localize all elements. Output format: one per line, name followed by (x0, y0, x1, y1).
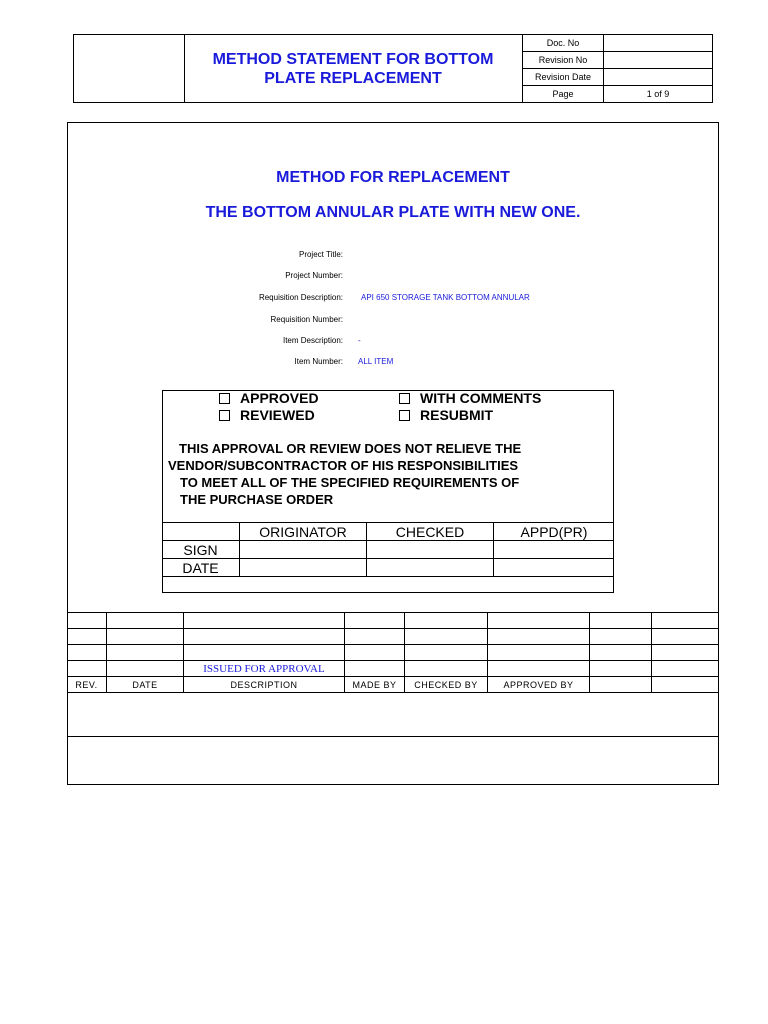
item-description-value: - (358, 336, 361, 345)
footer-divider (67, 736, 719, 737)
doc-no-label: Doc. No (523, 35, 604, 51)
table-row (67, 629, 719, 645)
resubmit-checkbox[interactable] (399, 410, 410, 421)
requisition-number-label: Requisition Number: (270, 315, 343, 324)
signature-table (162, 522, 614, 593)
doc-no-value (604, 35, 713, 51)
date-checked-cell[interactable] (367, 559, 494, 577)
made-by-header: MADE BY (345, 677, 405, 693)
approved-checkbox[interactable] (219, 393, 230, 404)
doc-info-table (522, 35, 712, 102)
item-number-value: ALL ITEM (358, 357, 394, 366)
appd-header: APPD(PR) (494, 523, 615, 541)
approved-option[interactable] (219, 390, 319, 406)
checked-header: CHECKED (367, 523, 494, 541)
requisition-description-label: Requisition Description: (258, 293, 343, 302)
signature-footer-row (162, 577, 614, 594)
approval-note-line-4: THE PURCHASE ORDER (180, 492, 334, 507)
checked-by-header: CHECKED BY (405, 677, 488, 693)
with-comments-checkbox[interactable] (399, 393, 410, 404)
description-header: DESCRIPTION (184, 677, 345, 693)
resubmit-option[interactable] (399, 407, 493, 423)
revision-header-row (67, 677, 719, 693)
revision-date-value (604, 68, 713, 85)
requisition-description-value: API 650 STORAGE TANK BOTTOM ANNULAR (361, 293, 530, 302)
document-title: METHOD STATEMENT FOR BOTTOM PLATE REPLACEMENT (184, 35, 523, 102)
revision-no-label: Revision No (523, 51, 604, 68)
reviewed-checkbox[interactable] (219, 410, 230, 421)
project-title-label: Project Title: (298, 250, 343, 259)
issued-for-approval: ISSUED FOR APPROVAL (184, 661, 345, 677)
item-description-label: Item Description: (282, 336, 343, 345)
sign-originator-cell[interactable] (240, 541, 367, 559)
page-label: Page (523, 86, 604, 103)
date-row-label: DATE (162, 559, 240, 577)
logo-area (74, 35, 185, 102)
date-originator-cell[interactable] (240, 559, 367, 577)
revision-table (67, 612, 719, 693)
table-row (67, 613, 719, 629)
approved-by-header: APPROVED BY (488, 677, 590, 693)
date-appd-cell[interactable] (494, 559, 615, 577)
with-comments-option[interactable] (399, 390, 541, 406)
table-row (67, 645, 719, 661)
sign-checked-cell[interactable] (367, 541, 494, 559)
approval-note-line-3: TO MEET ALL OF THE SPECIFIED REQUIREMENTS OF (180, 475, 520, 490)
originator-header: ORIGINATOR (240, 523, 367, 541)
heading-annular-plate: THE BOTTOM ANNULAR PLATE WITH NEW ONE. (205, 204, 581, 221)
document-header (73, 34, 713, 103)
project-number-label: Project Number: (285, 271, 343, 280)
date-header: DATE (107, 677, 184, 693)
reviewed-option[interactable] (219, 407, 315, 423)
resubmit-label: RESUBMIT (420, 407, 494, 423)
rev-header: REV. (67, 677, 107, 693)
reviewed-label: REVIEWED (240, 407, 315, 423)
approved-label: APPROVED (240, 390, 319, 406)
revision-no-value (604, 51, 713, 68)
sign-appd-cell[interactable] (494, 541, 615, 559)
with-comments-label: WITH COMMENTS (420, 390, 542, 406)
approval-note-line-2: VENDOR/SUBCONTRACTOR OF HIS RESPONSIBILITIES (168, 458, 519, 473)
page-value: 1 of 9 (604, 86, 713, 103)
sign-row-label: SIGN (162, 541, 240, 559)
revision-date-label: Revision Date (523, 68, 604, 85)
signature-corner (162, 523, 240, 541)
table-row (67, 661, 719, 677)
item-number-label: Item Number: (294, 357, 343, 366)
heading-method: METHOD FOR REPLACEMENT (276, 169, 510, 186)
approval-note-line-1: THIS APPROVAL OR REVIEW DOES NOT RELIEVE THE (179, 441, 522, 456)
